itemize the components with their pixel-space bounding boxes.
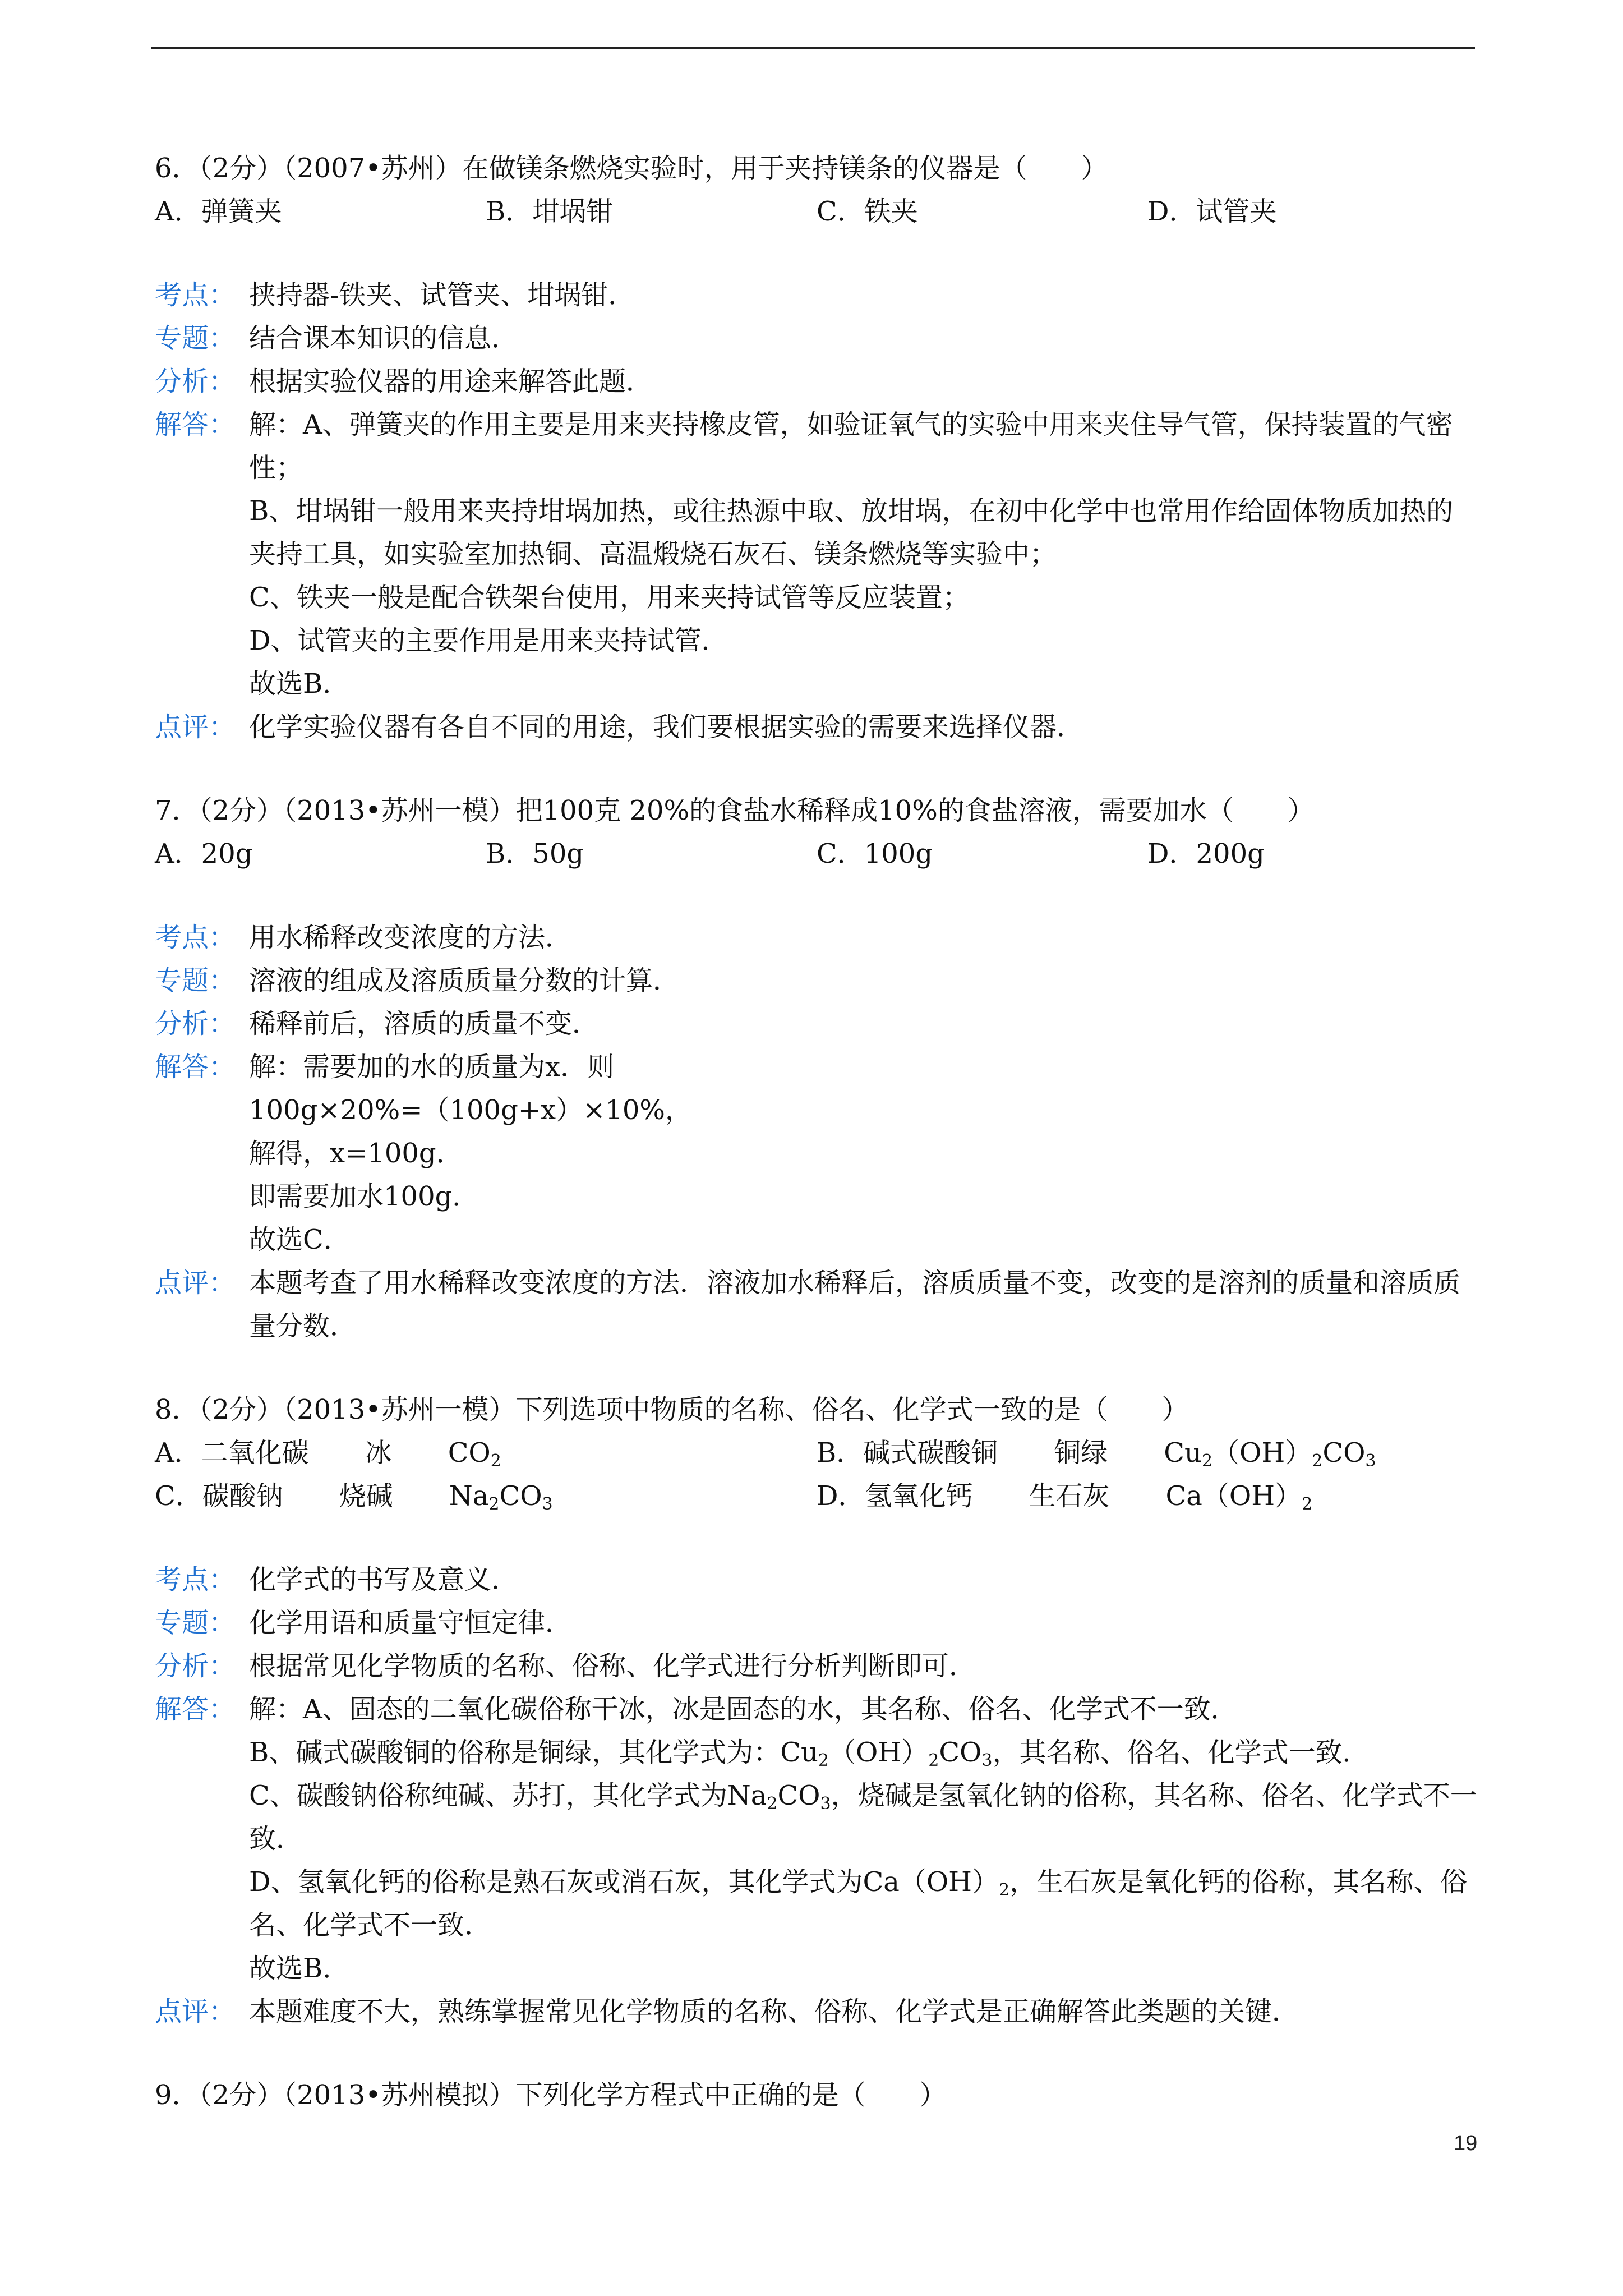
q7-option-d: D．200g [1147, 838, 1265, 869]
q7-jieda [249, 1046, 1478, 1262]
dianping-label: 点评： [155, 1996, 236, 2027]
q8-option-b-name: B．碱式碳酸铜 [817, 1437, 998, 1469]
q8-option-b [817, 1432, 1478, 1475]
header-rule [151, 47, 1475, 49]
q7-jieda-line: 解：需要加的水的质量为x．则 [249, 1051, 615, 1083]
q8-option-d-name: D．氢氧化钙 [817, 1480, 973, 1512]
q6-dianping: 化学实验仪器有各自不同的用途，我们要根据实验的需要来选择仪器． [249, 711, 1084, 743]
q6-jieda-row [155, 403, 1478, 706]
q8-option-c [155, 1475, 817, 1518]
zhuanti-label: 专题： [155, 323, 236, 354]
question-9 [155, 2074, 1478, 2117]
q7-jieda-line: 解得，x=100g． [249, 1138, 463, 1169]
q6-jieda-line: 解：A、弹簧夹的作用主要是用来夹持橡皮管，如验证氧气的实验中用来夹住导气管，保持装置的气密性； [249, 409, 1453, 484]
q7-zhuanti: 溶液的组成及溶质质量分数的计算． [249, 965, 680, 996]
q8-zhuanti-row [155, 1602, 1478, 1645]
q8-jieda-line-end: 故选B． [249, 1953, 350, 1984]
q7-jieda-line: 即需要加水100g． [249, 1181, 479, 1212]
q6-jieda-line: 故选B． [249, 668, 350, 700]
q8-jieda-row [155, 1688, 1478, 1990]
question-8-options-row-2 [155, 1475, 1478, 1518]
fenxi-label: 分析： [155, 1650, 236, 1682]
zhuanti-label: 专题： [155, 1607, 236, 1639]
dianping-label: 点评： [155, 711, 236, 743]
q6-jieda [249, 403, 1478, 706]
q8-dianping-row [155, 1990, 1478, 2033]
q7-zhuanti-row [155, 959, 1478, 1002]
q8-option-a-formula: $CO_2$ [448, 1437, 501, 1471]
q7-option-a: A．20g [155, 838, 253, 869]
q7-kaodian: 用水稀释改变浓度的方法． [249, 922, 573, 953]
question-7-analysis [155, 916, 1478, 1348]
q8-option-c-formula: $Na_2CO_3$ [449, 1480, 553, 1514]
q6-fenxi: 根据实验仪器的用途来解答此题． [249, 366, 653, 397]
kaodian-label: 考点： [155, 1564, 236, 1595]
q6-dianping-row [155, 706, 1478, 749]
question-6 [155, 147, 1478, 233]
q8-option-c-common: 烧碱 [339, 1480, 393, 1512]
question-6-options [155, 190, 1478, 233]
q7-jieda-line: 100g×20%=（100g+x）×10%， [249, 1094, 693, 1126]
q7-kaodian-row [155, 916, 1478, 959]
q6-fenxi-row [155, 360, 1478, 403]
q7-jieda-row [155, 1046, 1478, 1262]
q8-option-b-formula: $Cu_2(OH)_2CO_3$ [1164, 1437, 1376, 1471]
jieda-label: 解答： [155, 1051, 236, 1083]
q8-fenxi: 根据常见化学物质的名称、俗称、化学式进行分析判断即可． [249, 1650, 976, 1682]
kaodian-label: 考点： [155, 279, 236, 311]
question-7-options [155, 832, 1478, 876]
fenxi-label: 分析： [155, 366, 236, 397]
q8-jieda-line-d: D、氢氧化钙的俗称是熟石灰或消石灰，其化学式为$Ca(OH)_2$，生石灰是氧化钙的俗称，其名称、俗名、化学式不一致． [249, 1866, 1468, 1941]
q8-option-d [817, 1475, 1478, 1518]
spacer [155, 1518, 1478, 1558]
spacer [155, 876, 1478, 916]
page-number: 19 [1454, 2132, 1478, 2155]
question-8-analysis [155, 1558, 1478, 2033]
q7-option-b: B．50g [486, 838, 584, 869]
q6-option-d: D．试管夹 [1147, 196, 1277, 227]
question-6-stem: 6．（2分）（2007•苏州）在做镁条燃烧实验时，用于夹持镁条的仪器是（ ） [155, 153, 1108, 184]
question-8-options-row-1 [155, 1432, 1478, 1475]
spacer [155, 1348, 1478, 1388]
q8-jieda-line-b: B、碱式碳酸铜的俗称是铜绿，其化学式为：$Cu_2(OH)_2CO_3$，其名称、俗名、化学式一致． [249, 1737, 1370, 1770]
q8-kaodian-row [155, 1558, 1478, 1602]
q8-jieda-line-c: C、碳酸钠俗称纯碱、苏打，其化学式为$Na_2CO_3$，烧碱是氢氧化钠的俗称，其名称、俗名、化学式不一致． [249, 1780, 1477, 1855]
q7-jieda-line: 故选C． [249, 1224, 351, 1255]
jieda-label: 解答： [155, 409, 236, 440]
spacer [155, 2033, 1478, 2074]
spacer [155, 233, 1478, 274]
q8-kaodian: 化学式的书写及意义． [249, 1564, 519, 1595]
dianping-label: 点评： [155, 1267, 236, 1299]
q8-option-d-formula: $Ca(OH)_2$ [1165, 1480, 1313, 1514]
q8-option-b-common: 铜绿 [1054, 1437, 1108, 1469]
q6-jieda-line: C、铁夹一般是配合铁架台使用，用来夹持试管等反应装置； [249, 582, 970, 613]
q8-jieda-line-a: 解：A、固态的二氧化碳俗称干冰，冰是固态的水，其名称、俗名、化学式不一致． [249, 1694, 1238, 1725]
q8-zhuanti: 化学用语和质量守恒定律． [249, 1607, 573, 1639]
page-content [155, 147, 1478, 2117]
q8-dianping: 本题难度不大，熟练掌握常见化学物质的名称、俗称、化学式是正确解答此类题的关键． [249, 1996, 1299, 2027]
q6-jieda-line: D、试管夹的主要作用是用来夹持试管． [249, 625, 728, 656]
q8-jieda [249, 1688, 1478, 1990]
q8-option-a [155, 1432, 817, 1475]
q8-fenxi-row [155, 1645, 1478, 1688]
question-7-stem: 7．（2分）（2013•苏州一模）把100克 20%的食盐水稀释成10%的食盐溶液，需要加水（ ） [155, 795, 1315, 826]
jieda-label: 解答： [155, 1694, 236, 1725]
q7-dianping: 本题考查了用水稀释改变浓度的方法．溶液加水稀释后，溶质质量不变，改变的是溶剂的质量和溶质质量分数． [249, 1267, 1461, 1342]
fenxi-label: 分析： [155, 1008, 236, 1039]
q6-option-a: A．弹簧夹 [155, 196, 282, 227]
q6-kaodian-row [155, 274, 1478, 317]
question-6-analysis [155, 274, 1478, 749]
q6-kaodian: 挟持器-铁夹、试管夹、坩埚钳． [249, 279, 635, 311]
q6-option-b: B．坩埚钳 [486, 196, 614, 227]
q8-option-c-name: C．碳酸钠 [155, 1480, 283, 1512]
kaodian-label: 考点： [155, 922, 236, 953]
q6-jieda-line: B、坩埚钳一般用来夹持坩埚加热，或往热源中取、放坩埚，在初中化学中也常用作给固体物质加热的夹持工具，如实验室加热铜、高温煅烧石灰石、镁条燃烧等实验中； [249, 495, 1454, 570]
q8-option-d-common: 生石灰 [1029, 1480, 1110, 1512]
q7-fenxi-row [155, 1002, 1478, 1046]
q6-option-c: C．铁夹 [817, 196, 918, 227]
q7-option-c: C．100g [817, 838, 933, 869]
q6-zhuanti: 结合课本知识的信息． [249, 323, 519, 354]
q8-option-a-common: 冰 [365, 1437, 392, 1469]
question-8 [155, 1388, 1478, 1518]
zhuanti-label: 专题： [155, 965, 236, 996]
question-8-stem: 8．（2分）（2013•苏州一模）下列选项中物质的名称、俗名、化学式一致的是（ ） [155, 1394, 1189, 1425]
q7-fenxi: 稀释前后，溶质的质量不变． [249, 1008, 600, 1039]
question-7 [155, 789, 1478, 876]
q7-dianping-row [155, 1262, 1478, 1348]
question-9-stem: 9．（2分）（2013•苏州模拟）下列化学方程式中正确的是（ ） [155, 2079, 947, 2111]
q6-zhuanti-row [155, 317, 1478, 360]
q8-option-a-name: A．二氧化碳 [155, 1437, 309, 1469]
spacer [155, 749, 1478, 789]
